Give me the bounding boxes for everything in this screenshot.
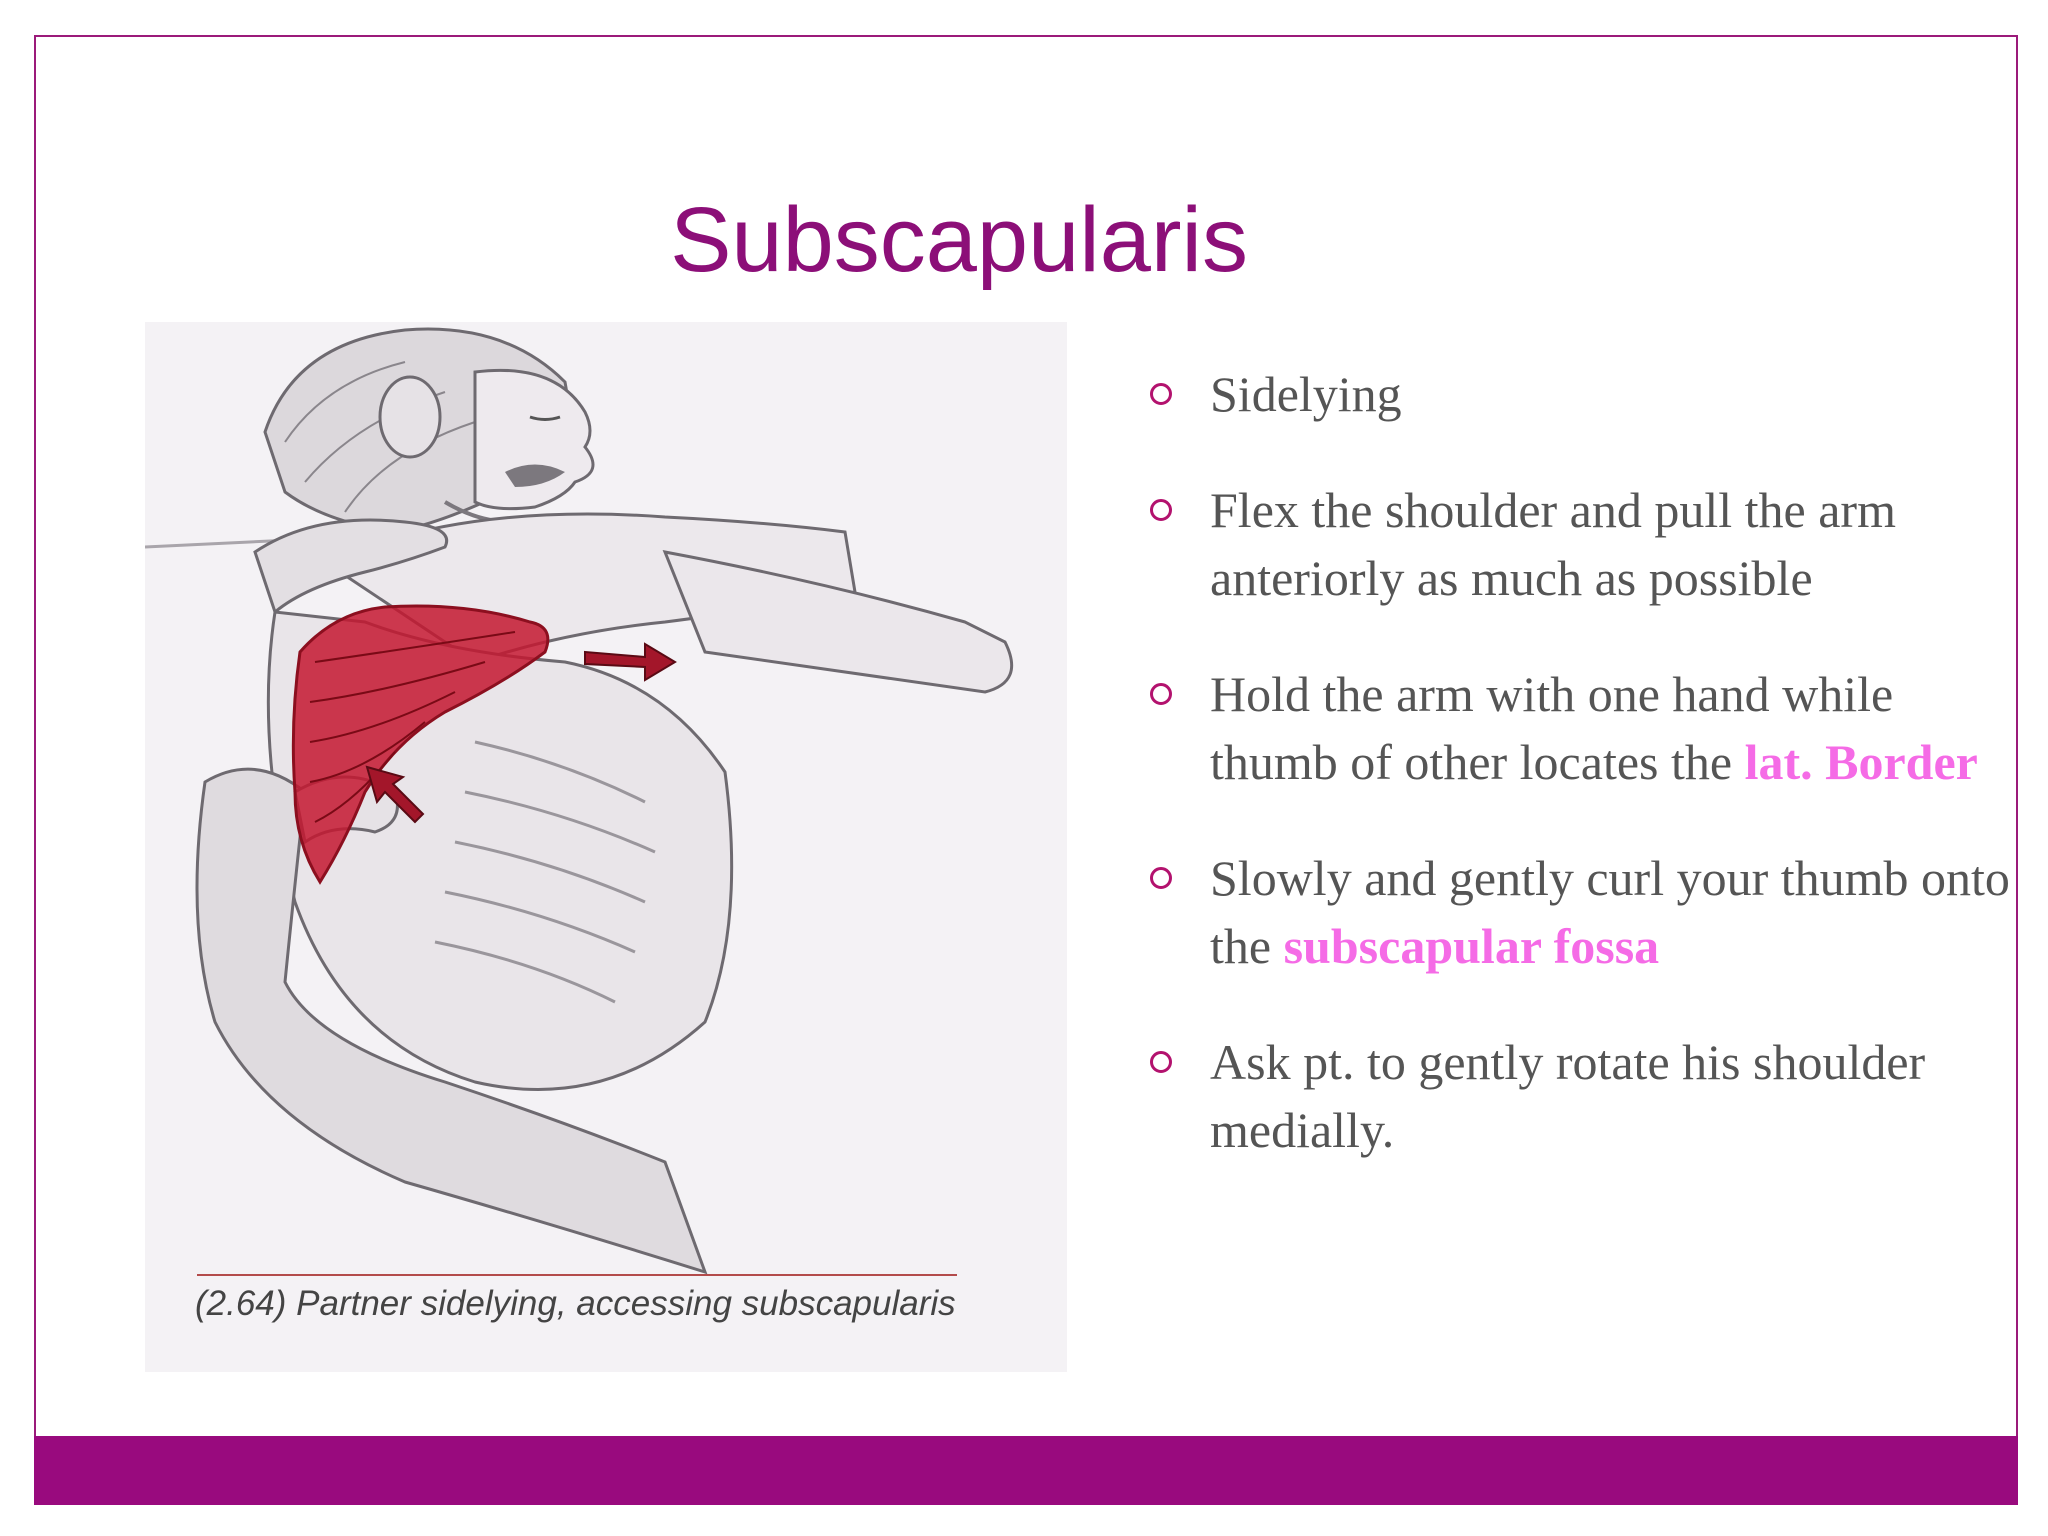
bullet-item (1150, 660, 2030, 796)
bullet-item (1150, 844, 2030, 980)
bullet-text: Sidelying (1210, 366, 1402, 422)
bullet-list (1150, 360, 2030, 1212)
bullet-text: Slowly and gently curl your thumb onto the (1210, 850, 2010, 974)
bullet-text: Flex the shoulder and pull the arm anteriorly as much as possible (1210, 482, 1896, 606)
highlight-text: lat. Border (1744, 734, 1978, 790)
highlight-text: subscapular fossa (1283, 918, 1660, 974)
bullet-item (1150, 476, 2030, 612)
bullet-item (1150, 360, 2030, 428)
anatomy-drawing (145, 322, 1067, 1372)
bullet-text: Ask pt. to gently rotate his shoulder medially. (1210, 1034, 1926, 1158)
bullet-item (1150, 1028, 2030, 1164)
hollow-circle-icon (1150, 1051, 1172, 1073)
anatomy-illustration (145, 322, 1067, 1372)
caption-divider (197, 1274, 957, 1276)
figure-caption: (2.64) Partner sidelying, accessing subscapularis (195, 1284, 956, 1323)
slide-title: Subscapularis (670, 189, 1248, 291)
hollow-circle-icon (1150, 499, 1172, 521)
hollow-circle-icon (1150, 867, 1172, 889)
footer-bar (34, 1436, 2018, 1505)
hollow-circle-icon (1150, 383, 1172, 405)
hollow-circle-icon (1150, 683, 1172, 705)
bullet-text: Hold the arm with one hand while thumb of other locates the (1210, 666, 1894, 790)
